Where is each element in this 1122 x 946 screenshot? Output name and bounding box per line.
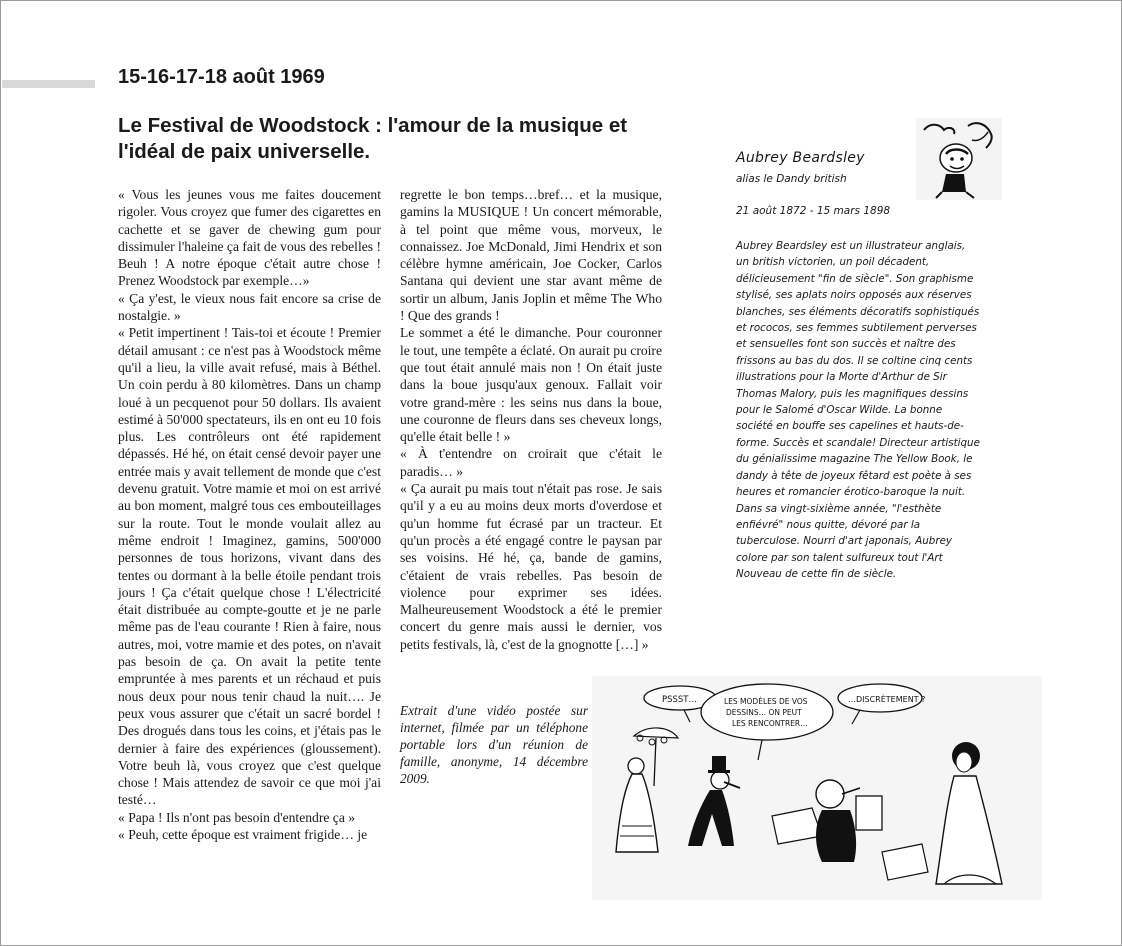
event-date: 15-16-17-18 août 1969 — [118, 66, 325, 88]
speech-bubble-1: PSSST… — [662, 695, 698, 705]
sidebar-alias: alias le Dandy british — [736, 173, 847, 185]
speech-bubble-2-line-2: DESSINS… ON PEUT — [726, 708, 802, 717]
video-caption: Extrait d'une vidéo postée sur internet, filmée par un téléphone portable lors d'un réunion de famille, anonyme, 14 décembre 2009. — [400, 703, 588, 786]
paragraph: « Vous les jeunes vous me faites doucement rigoler. Vous croyez que fumer des cigarettes en cachette et se gaver de chewing gum pour dissimuler l'haleine ça fait de vous des rebelles ! Beuh ! A notre époque c'était autre chose ! Prenez Woodstock par exemple…» — [118, 187, 381, 289]
article-column-1 — [118, 186, 381, 843]
paragraph: « À t'entendre on croirait que c'était le paradis… » — [400, 446, 662, 479]
paragraph: « Peuh, cette époque est vraiment frigide… je — [118, 826, 368, 842]
speech-bubble-3: …DISCRÈTEMENT ? — [848, 695, 926, 704]
speech-bubble-2-line-3: LES RENCONTRER… — [732, 719, 808, 728]
paragraph: Le sommet a été le dimanche. Pour couronner le tout, une tempête a éclaté. On aurait pu croire que tout était annulé mais non ! On était juste dans la boue jusqu'aux genoux. Fallait voir votre grand-mère : les seins nus dans la boue, une couronne de fleurs dans ses cheveux longs, qu'elle était belle ! » — [400, 325, 662, 445]
paragraph: « Petit impertinent ! Tais-toi et écoute ! Premier détail amusant : ce n'est pas à Woodstock même qu'il a lieu, la ville avait refusé, mais à Béthel. Un coin perdu à 80 kilomètres. Dans un champ loué à un pecquenot pour 50 dollars. Ils avaient estimé à 50'000 spectateurs, ils en ont eu 10 fois plus. Les contrôleurs ont été rapidement dépassés. Hé hé, on était censé devoir payer une entrée mais y avait tellement de monde que c'est devenu gratuit. Votre mamie et moi on est arrivé au bon moment, malgré tous ces embouteillages sur la route. Tout le monde voulait allez au même endroit ! Imaginez, gamins, 500'000 personnes de tous horizons, vivant dans des tentes ou dormant à la belle étoile pendant trois jours ! Ça c'était quelque chose ! L'électricité était distribuée au compte-goutte et je ne parle même pas de l'eau courante ! Rien à faire, nous autres, moi, votre mamie et des potes, on n'avait pas besoin de ça. On avait la petite tente empruntée à mes parents et un réchaud et puis nous deux pour nous tenir chaud la nuit…. Je peux vous assurer que c'était un sacré bordel ! Des drogués dans tous les coins, et j'étais pas le dernier à faire des expériences (gloussement). Votre beuh là, vous croyez que c'est quelque chose ! Mais attendez de savoir ce que moi j'ai testé… — [118, 325, 381, 808]
sidebar-dates: 21 août 1872 - 15 mars 1898 — [736, 205, 891, 217]
paragraph: « Ça y'est, le vieux nous fait encore sa crise de nostalgie. » — [118, 290, 381, 324]
paragraph: « Ça aurait pu mais tout n'était pas rose. Je sais qu'il y a eu au moins deux morts d'overdose et qu'un homme fut écrasé par un tracteur. Et qu'un procès a été engagé contre le paysan par ses voisins. Hé hé, ça, bande de gamins, c'étaient de vrais rebelles. Pas besoin de violence pour exprimer ses idées. Malheureusement Woodstock a été le premier concert du genre mais aussi le dernier, vos petits festivals, là, c'est de la gnognotte […] » — [400, 481, 662, 652]
article-title: Le Festival de Woodstock : l'amour de la musique et l'idéal de paix universelle. — [118, 114, 628, 163]
paragraph: regrette le bon temps…bref… et la musique, gamins la MUSIQUE ! Un concert mémorable, à tel point que même vous, morveux, le connaissez. Joe McDonald, Jimi Hendrix et son célèbre hymne américain, Joe Cocker, Carlos Santana qui devient une star avant même de sortir un album, Janis Joplin et même The Who ! Que des grands ! — [400, 187, 662, 324]
cartoon-illustration — [592, 676, 1042, 900]
decorative-gray-bar — [2, 80, 95, 88]
sidebar-bio: Aubrey Beardsley est un illustrateur anglais, un british victorien, un poil décadent, délicieusement "fin de siècle". Son graphisme stylisé, ses aplats noirs opposés aux réserves blanches, ses éléments décoratifs sophistiqués et rococos, ses femmes subtilement perverses et sensuelles font son succès et naître des frissons au bas du dos. Il se coltine cinq cents illustrations pour la Morte d'Arthur de Sir Thomas Malory, puis les magnifiques dessins pour le Salomé d'Oscar Wilde. La bonne société en bouffe ses capelines et hauts-de-forme. Succès et scandale! Directeur artistique du génialissime magazine The Yellow Book, le dandy à tête de joyeux fêtard est poète à ses heures et romancier érotico-baroque la nuit. Dans sa vingt-sixième année, "l'esthète enfiévré" nous quitte, dévoré par la tuberculose. Nourri d'art japonais, Aubrey colore par son talent sulfureux tout l'Art Nouveau de cette fin de siècle. — [736, 240, 980, 581]
speech-bubble-2-line-1: LES MODÈLES DE VOS — [724, 697, 808, 706]
article-column-2 — [400, 186, 662, 653]
paragraph: « Papa ! Ils n'ont pas besoin d'entendre ça » — [118, 809, 356, 825]
sidebar-name: Aubrey Beardsley — [736, 150, 865, 166]
beardsley-portrait-illustration — [916, 118, 1002, 200]
